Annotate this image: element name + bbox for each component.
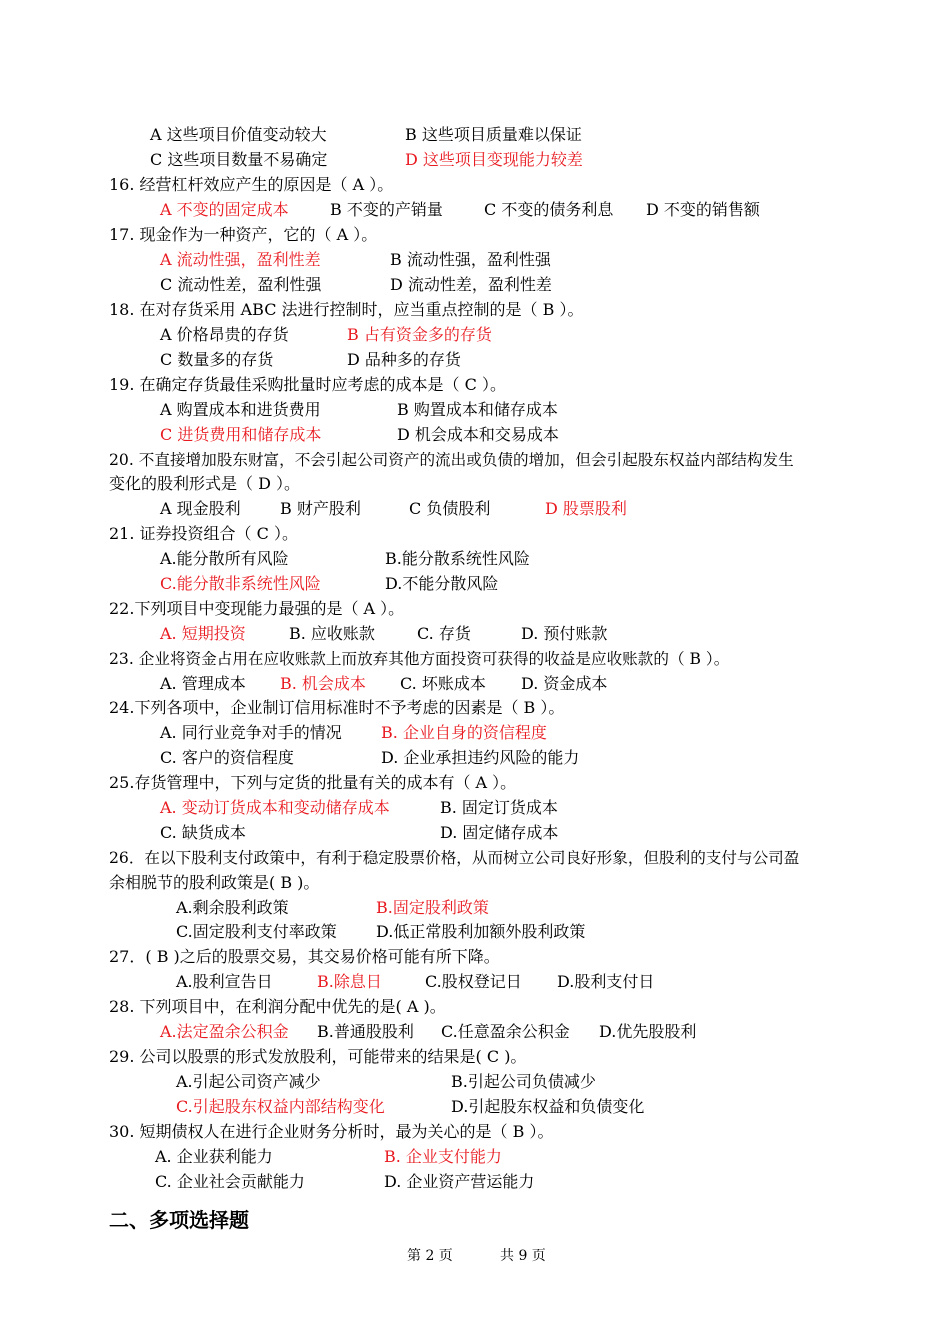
q23-stem: 23. 企业将资金占用在应收账款上而放弃其他方面投资可获得的收益是应收账款的（ B ）。 xyxy=(109,650,730,668)
q20-option-a: A 现金股利 xyxy=(160,499,241,518)
q28-option-d: D.优先股股利 xyxy=(599,1022,697,1041)
q15-option-a: A 这些项目价值变动较大 xyxy=(150,125,327,144)
q28-option-c: C.任意盈余公积金 xyxy=(441,1022,570,1041)
q21-option-d: D.不能分散风险 xyxy=(385,574,499,593)
q16-option-c: C 不变的债务利息 xyxy=(484,200,614,219)
q21-stem: 21. 证券投资组合（ C ）。 xyxy=(109,524,298,543)
q30-option-c: C. 企业社会贡献能力 xyxy=(155,1172,305,1191)
q27-option-d: D.股利支付日 xyxy=(557,972,655,991)
q19-stem: 19. 在确定存货最佳采购批量时应考虑的成本是（ C ）。 xyxy=(109,375,506,394)
q24-option-b-answer: B. 企业自身的资信程度 xyxy=(381,723,547,742)
q27-option-a: A.股利宣告日 xyxy=(176,972,273,991)
q20-stem-line2: 变化的股利形式是（ D ）。 xyxy=(109,474,301,493)
q16-stem: 16. 经营杠杆效应产生的原因是（ A ）。 xyxy=(109,175,394,194)
q15-option-d-answer: D 这些项目变现能力较差 xyxy=(405,150,583,169)
q20-option-c: C 负债股利 xyxy=(409,499,491,518)
q25-option-c: C. 缺货成本 xyxy=(160,823,246,842)
q21-option-b: B.能分散系统性风险 xyxy=(385,549,530,568)
q28-option-b: B.普通股股利 xyxy=(317,1022,414,1041)
q26-option-d: D.低正常股利加额外股利政策 xyxy=(376,922,586,941)
footer-total-pages: 共 9 页 xyxy=(500,1248,546,1264)
q30-stem: 30. 短期债权人在进行企业财务分析时，最为关心的是（ B ）。 xyxy=(109,1122,554,1141)
q29-option-d: D.引起股东权益和负债变化 xyxy=(451,1097,645,1116)
q22-option-d: D. 预付账款 xyxy=(521,624,608,643)
q25-stem: 25.存货管理中，下列与定货的批量有关的成本有（ A ）。 xyxy=(109,773,517,792)
q19-option-a: A 购置成本和进货费用 xyxy=(160,400,321,419)
q17-option-c: C 流动性差，盈利性强 xyxy=(160,275,322,294)
q30-option-b-answer: B. 企业支付能力 xyxy=(384,1147,502,1166)
q20-option-b: B 财产股利 xyxy=(280,499,361,518)
section-heading-multiple-choice: 二、多项选择题 xyxy=(109,1208,249,1232)
q27-option-c: C.股权登记日 xyxy=(425,972,522,991)
q15-option-b: B 这些项目质量难以保证 xyxy=(405,125,582,144)
q17-option-d: D 流动性差，盈利性差 xyxy=(390,275,552,294)
q28-stem: 28. 下列项目中，在利润分配中优先的是( A )。 xyxy=(109,997,446,1016)
q22-option-b: B. 应收账款 xyxy=(289,624,375,643)
q25-option-b: B. 固定订货成本 xyxy=(440,798,558,817)
q17-option-b: B 流动性强，盈利性强 xyxy=(390,250,551,269)
q19-option-d: D 机会成本和交易成本 xyxy=(397,425,559,444)
q21-option-a: A.能分散所有风险 xyxy=(160,549,289,568)
q29-option-a: A.引起公司资产减少 xyxy=(176,1072,321,1091)
q18-option-d: D 品种多的存货 xyxy=(347,350,461,369)
q17-option-a-answer: A 流动性强，盈利性差 xyxy=(160,250,321,269)
q24-option-a: A. 同行业竞争对手的情况 xyxy=(160,723,342,742)
q23-option-c: C. 坏账成本 xyxy=(400,674,486,693)
q21-option-c-answer: C.能分散非系统性风险 xyxy=(160,574,321,593)
q30-option-a: A. 企业获利能力 xyxy=(155,1147,273,1166)
q19-option-b: B 购置成本和储存成本 xyxy=(397,400,558,419)
q27-option-b-answer: B.除息日 xyxy=(317,972,382,991)
q17-stem: 17. 现金作为一种资产，它的（ A ）。 xyxy=(109,225,378,244)
q27-stem: 27．( B )之后的股票交易，其交易价格可能有所下降。 xyxy=(109,947,500,966)
q18-stem: 18. 在对存货采用 ABC 法进行控制时，应当重点控制的是（ B ）。 xyxy=(109,300,584,319)
q30-option-d: D. 企业资产营运能力 xyxy=(384,1172,535,1191)
q23-option-a: A. 管理成本 xyxy=(160,674,246,693)
q25-option-a-answer: A. 变动订货成本和变动储存成本 xyxy=(160,798,390,817)
q16-option-b: B 不变的产销量 xyxy=(330,200,443,219)
q24-option-c: C. 客户的资信程度 xyxy=(160,748,294,767)
footer-page-number: 第 2 页 xyxy=(407,1248,453,1264)
q19-option-c-answer: C 进货费用和储存成本 xyxy=(160,425,322,444)
q26-stem-line1: 26．在以下股利支付政策中，有利于稳定股票价格，从而树立公司良好形象，但股利的支付与公司盈 xyxy=(109,849,800,867)
q22-option-c: C. 存货 xyxy=(417,624,471,643)
q15-option-c: C 这些项目数量不易确定 xyxy=(150,150,328,169)
q29-stem: 29. 公司以股票的形式发放股利，可能带来的结果是( C )。 xyxy=(109,1047,527,1066)
q23-option-b-answer: B. 机会成本 xyxy=(280,674,366,693)
q22-option-a-answer: A. 短期投资 xyxy=(160,624,246,643)
q16-option-a-answer: A 不变的固定成本 xyxy=(160,200,289,219)
q20-option-d-answer: D 股票股利 xyxy=(545,499,627,518)
q16-option-d: D 不变的销售额 xyxy=(646,200,760,219)
q24-stem: 24.下列各项中，企业制订信用标准时不予考虑的因素是（ B ）。 xyxy=(109,698,565,717)
q26-option-b-answer: B.固定股利政策 xyxy=(376,898,489,917)
q29-option-b: B.引起公司负债减少 xyxy=(451,1072,596,1091)
q25-option-d: D. 固定储存成本 xyxy=(440,823,559,842)
q24-option-d: D. 企业承担违约风险的能力 xyxy=(381,748,580,767)
q18-option-a: A 价格昂贵的存货 xyxy=(160,325,289,344)
q28-option-a-answer: A.法定盈余公积金 xyxy=(160,1022,289,1041)
q18-option-c: C 数量多的存货 xyxy=(160,350,274,369)
q26-stem-line2: 余相脱节的股利政策是( B )。 xyxy=(109,873,320,892)
q26-option-a: A.剩余股利政策 xyxy=(176,898,289,917)
q26-option-c: C.固定股利支付率政策 xyxy=(176,922,337,941)
q22-stem: 22.下列项目中变现能力最强的是（ A ）。 xyxy=(109,599,405,618)
q18-option-b-answer: B 占有资金多的存货 xyxy=(347,325,492,344)
q23-option-d: D. 资金成本 xyxy=(521,674,608,693)
q20-stem-line1: 20. 不直接增加股东财富，不会引起公司资产的流出或负债的增加，但会引起股东权益内部结构发生 xyxy=(109,451,794,469)
q29-option-c-answer: C.引起股东权益内部结构变化 xyxy=(176,1097,385,1116)
